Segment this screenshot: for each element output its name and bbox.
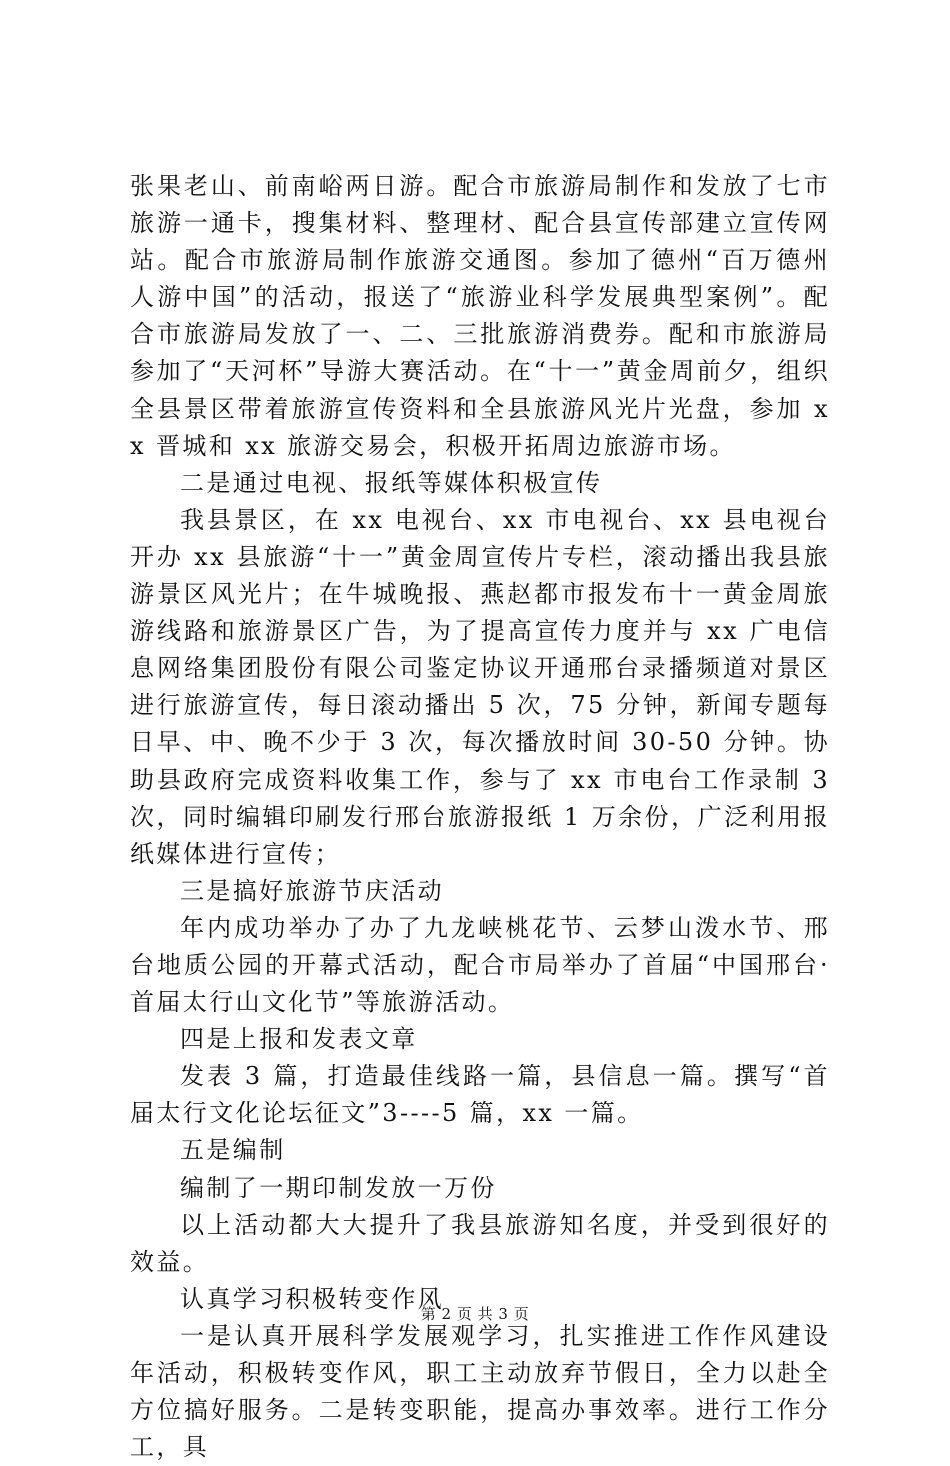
paragraph-articles: 发表 3 篇，打造最佳线路一篇，县信息一篇。撰写“首届太行文化论坛征文”3----5 篇，xx 一篇。 [130, 1062, 830, 1128]
paragraph-work-style: 一是认真开展科学发展观学习，扎实推进工作作风建设年活动，积极转变作风，职工主动放弃节假日，全力以赴全方位搞好服务。二是转变职能，提高办事效率。进行工作分工，具 [130, 1321, 830, 1462]
paragraph-1: 张果老山、前南峪两日游。配合市旅游局制作和发放了七市旅游一通卡，搜集材料、整理材、配合县宣传部建立宣传网站。配合市旅游局制作旅游交通图。参加了德州“百万德州人游中国”的活动，报送了“旅游业科学发展典型案例”。配合市旅游局发放了一、二、三批旅游消费券。配和市旅游局参加了“天河杯”导游大赛活动。在“十一”黄金周前夕，组织全县景区带着旅游宣传资料和全县旅游风光片光盘，参加 xx 晋城和 xx 旅游交易会，积极开拓周边旅游市场。 [130, 172, 830, 460]
paragraph-media-promotion: 我县景区，在 xx 电视台、xx 市电视台、xx 县电视台开办 xx 县旅游“十一”黄金周宣传片专栏，滚动播出我县旅游景区风光片；在牛城晚报、燕赵都市报发布十一黄金周旅游线路和旅游景区广告，为了提高宣传力度并与 xx 广电信息网络集团股份有限公司鉴定协议开通邢台录播频道对景区进行旅游宣传，每日滚动播出 5 次，75 分钟，新闻专题每日早、中、晚不少于 3 次，每次播放时间 30-50 分钟。协助县政府完成资料收集工作，参与了 xx 市电台工作录制 3 次，同时编辑印刷发行邢台旅游报纸 1 万余份，广泛利用报纸媒体进行宣传； [130, 505, 830, 868]
paragraph-festival-activities: 年内成功举办了办了九龙峡桃花节、云梦山泼水节、邢台地质公园的开幕式活动，配合市局举办了首届“中国邢台·首届太行山文化节”等旅游活动。 [130, 913, 830, 1017]
section-heading-articles: 四是上报和发表文章 [180, 1025, 418, 1054]
paragraph-compilation: 编制了一期印制发放一万份 [180, 1173, 497, 1202]
paragraph-summary: 以上活动都大大提升了我县旅游知名度，并受到很好的效益。 [130, 1210, 830, 1276]
document-body [130, 168, 830, 1466]
section-heading-compilation: 五是编制 [180, 1136, 286, 1165]
section-heading-festival-activities: 三是搞好旅游节庆活动 [180, 876, 444, 905]
section-heading-media-promotion: 二是通过电视、报纸等媒体积极宣传 [180, 468, 603, 497]
page-number-footer: 第 2 页 共 3 页 [420, 1305, 530, 1323]
section-heading-work-style: 认真学习积极转变作风 [180, 1284, 444, 1313]
